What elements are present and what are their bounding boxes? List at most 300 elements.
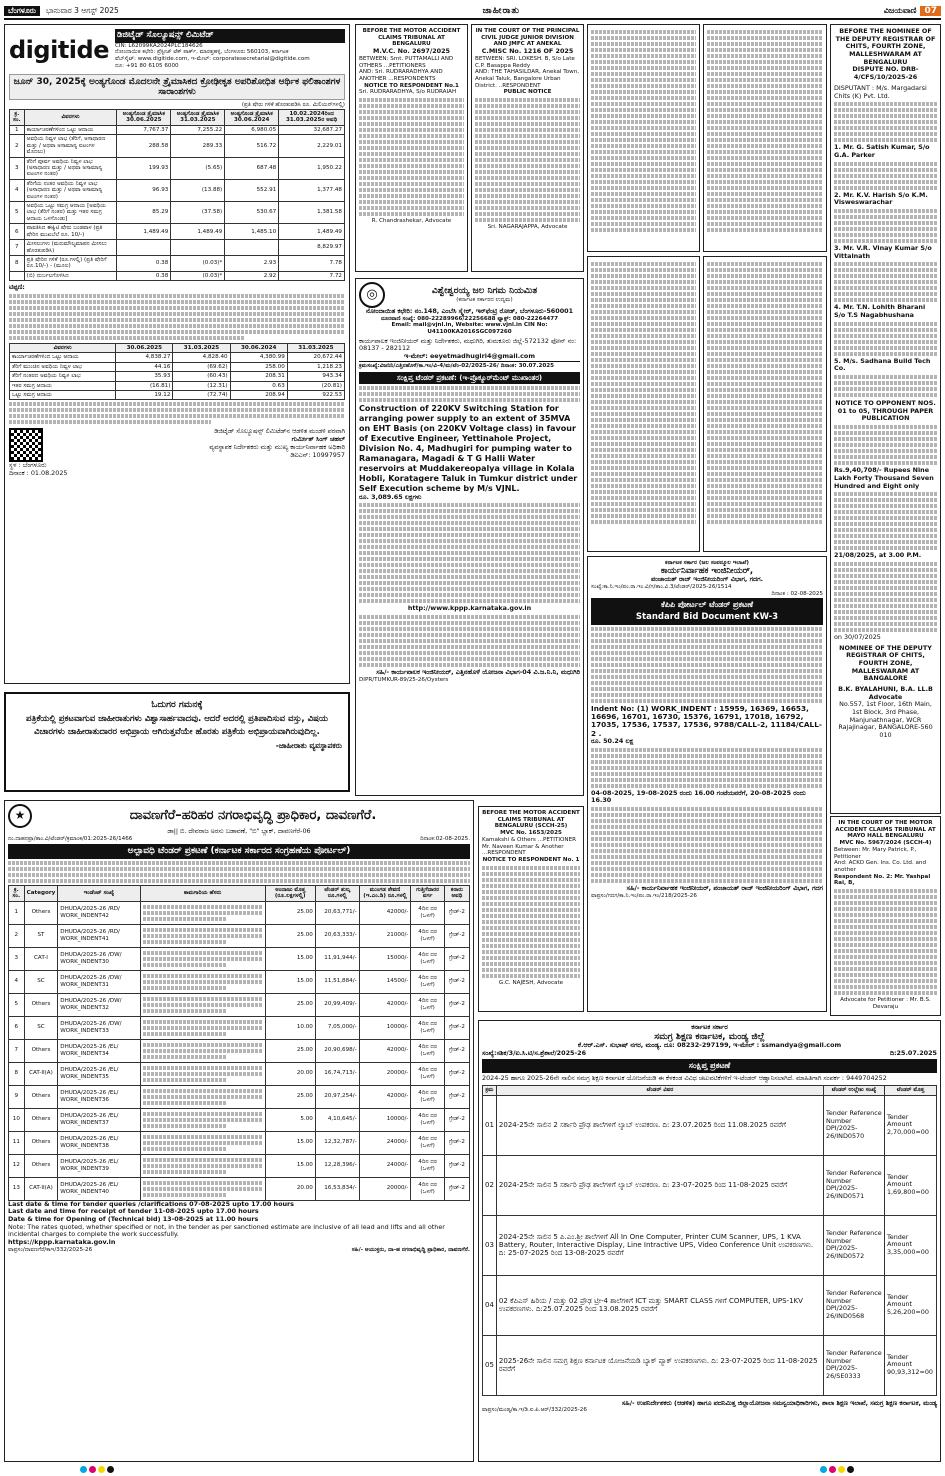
row-estimate: 20.00 xyxy=(265,1177,315,1200)
row-number: 10 xyxy=(9,1108,25,1131)
row-indent: DHUDA/2025-26 /DW/ WORK_INDENT33 xyxy=(58,1016,140,1039)
dhuda-ref: ನಂ.ದಾಹನಪ್ರಾ/ತಾಂ.ವಿ/ಟೆಂಡರ್/ಕ್ರಮಾಂಕ/01:2025-26/1466 xyxy=(8,835,133,842)
legal-notice-kn-1 xyxy=(587,24,700,252)
page-header xyxy=(4,4,941,20)
row-description: ತೆರಿಗೆಯ ನಂತರ ಅವಧಿಯ ನಿವ್ವಳ ಲಾಭ (ಅಸಾಧಾರಣ ಮತ್ತು / ಅಥವಾ ಅಸಾಮಾನ್ಯ ಐಟಂಗಳ ನಂತರ) xyxy=(24,179,117,201)
row-description: ಅವಧಿಯ ನಿವ್ವಳ ಲಾಭ (ತೆರಿಗೆ, ಅಸಾಧಾರಣ ಮತ್ತು / ಅಥವಾ ಅಸಾಮಾನ್ಯ ಐಟಂಗಳ ಮೊದಲು) xyxy=(24,135,117,157)
table-row xyxy=(9,1039,470,1062)
dhuda-note: Note: The rates quoted, whether specified or not, in the tender as per sanctioned estimate are inclusive of all lead and lifts and all other incidental charges to complete the work successfully. xyxy=(8,1222,445,1239)
kppp-head: ಕರ್ನಾಟಕ ಸರ್ಕಾರ (ಜಲ ಸಂಪನ್ಮೂಲ ಇಲಾಖೆ) xyxy=(665,560,749,566)
table-row xyxy=(9,947,470,970)
dhuda-tender-notice xyxy=(4,800,474,1462)
vjnl-amount: ರೂ. 3,089.65 ಲಕ್ಷಗಳು xyxy=(359,492,422,501)
vjnl-name: ವಿಶ್ವೇಶ್ವರಯ್ಯ ಜಲ ನಿಗಮ ನಿಯಮಿತ xyxy=(431,286,538,297)
row-value: (37.58) xyxy=(171,202,225,224)
row-emd: 24000/- xyxy=(359,1131,411,1154)
row-indent: DHUDA/2025-26 /EL/ WORK_INDENT36 xyxy=(58,1085,140,1108)
edition-badge: ಬೆಂಗಳೂರು xyxy=(4,6,40,17)
row-number: 03 xyxy=(483,1215,497,1275)
table-row xyxy=(10,179,345,201)
kppp-ref: ಸಂಖ್ಯೆ:ಕಾ.ನಿ.ಇಂ/ಪಂ.ರಾ.ಇಂ.ವಿ/ಗ/ತಾಂ.ವಿ.3/ಟೆಂಡರ್/2025-26/1514 xyxy=(591,584,732,591)
place: ಸ್ಥಳ : ಬೆಂಗಳೂರು xyxy=(9,461,47,470)
row-value xyxy=(171,240,225,256)
vjnl-mail: Email: mail@vjnl.in, Website: www.vjnl.in CIN No: U41100KA2016SGC097260 xyxy=(391,322,548,336)
row-value: 2,229.01 xyxy=(279,135,345,157)
row-value: 35.93 xyxy=(116,372,173,381)
civil1-case: C.MISC No. 1216 OF 2025 xyxy=(481,47,574,56)
table-row xyxy=(9,1154,470,1177)
row-value: 0.63 xyxy=(230,381,287,390)
row-category: Others xyxy=(24,1085,58,1108)
reference-value: DPI/2025-26/IND0568 xyxy=(826,1304,865,1320)
row-estimate: 25.00 xyxy=(265,924,315,947)
table-row xyxy=(10,353,345,362)
row-work-name xyxy=(140,901,265,924)
row-number: 02 xyxy=(483,1155,497,1215)
row-value: 4,828.40 xyxy=(173,353,230,362)
vjnl-office: ನೋಂದಾಯಿತ ಕಛೇರಿ: ನಂ.148, ಎಂಬೆಸಿ ಸ್ಕ್ವೇರ್, ಇನ್‌ಫೆಂಟ್ರಿ ರೋಡ್, ಬೆಂಗಳೂರು-560001 xyxy=(365,307,574,315)
qr-code-icon xyxy=(9,428,43,462)
magenta-dot-icon xyxy=(89,1466,96,1473)
column-header: ಟೆಂಡರ್ ವಿವರ xyxy=(496,1086,823,1095)
row-value: 1,485.10 xyxy=(225,224,279,240)
reference-label: Tender Reference Number xyxy=(826,1168,882,1185)
row-value: 943.34 xyxy=(287,372,344,381)
row-emd: 42000/- xyxy=(359,1039,411,1062)
row-work-name xyxy=(140,1177,265,1200)
dispute-sign: NOMINEE OF THE DEPUTY REGISTRAR OF CHITS, FOURTH ZONE, MALLESWARAM AT BANGALORE xyxy=(839,643,932,683)
column-header: 30.06.2025 xyxy=(116,343,173,352)
row-number: 11 xyxy=(9,1131,25,1154)
row-number: 6 xyxy=(10,224,25,240)
dhuda-title: ದಾವಣಗೆರೆ–ಹರಿಹರ ನಗರಾಭಿವೃದ್ಧಿ ಪ್ರಾಧಿಕಾರ, ದಾವಣಗೆರೆ. xyxy=(129,807,377,823)
row-value: (60.43) xyxy=(173,372,230,381)
dispute-adv-addr: No.557, 1st Floor, 16th Main, 1st Block, 3rd Phase, Manjunathnagar, WCR Rajajinagar, BANGALORE-560 010 xyxy=(838,700,933,740)
mact1-title: BEFORE THE MOTOR ACCIDENT CLAIMS TRIBUNAL AT BENGALURU xyxy=(362,28,461,48)
table-row xyxy=(10,240,345,256)
row-grade: ಗ್ರೇಡ್-2 xyxy=(444,1177,469,1200)
row-period: 4ದಿನ ದರ (ಒಳಗೆ) xyxy=(411,1177,444,1200)
row-value: 4,838.27 xyxy=(116,353,173,362)
row-work-name xyxy=(140,1108,265,1131)
mact1-to: Sri. RUDRARADHYA, S/o RUDRAIAH xyxy=(359,89,457,96)
row-value: (0.03)* xyxy=(171,271,225,280)
row-description: 2025-26ನೇ ಸಾಲಿನ ಸಮಗ್ರ ಶಿಕ್ಷಣ ಕರ್ನಾಟಕ ಯೋಜನೆಯಡಿ ಬ್ಯಾಕ್ ಪ್ಯಾಕ್ ಉಪಕರಣಗಳು. ದಿ: 23-07-2025 ರಿಂದ 11-08-2025 ರವರೆಗೆ xyxy=(496,1335,823,1395)
ssk-bar: ಸಂಕ್ಷಿಪ್ತ ಪ್ರಕಟಣೆ xyxy=(482,1059,937,1072)
reference-label: Tender Reference Number xyxy=(826,1228,882,1245)
phone-line: ದೂ: +91 80 6105 6000 xyxy=(115,62,179,69)
row-number: 04 xyxy=(483,1275,497,1335)
row-amount xyxy=(884,1335,936,1395)
row-description: ತೆರಿಗೆ ನಂತರದ ಅವಧಿಯ ನಿವ್ವಳ ಲಾಭ xyxy=(10,372,116,381)
row-work-name xyxy=(140,924,265,947)
row-value: 20,63,333/- xyxy=(315,924,359,947)
row-amount xyxy=(884,1275,936,1335)
amount-label: Tender Amount xyxy=(886,1232,913,1249)
row-value: 1,218.23 xyxy=(287,362,344,371)
vjnl-tender-notice xyxy=(355,278,584,796)
row-value: 1,489.49 xyxy=(279,224,345,240)
row-estimate: 15.00 xyxy=(265,947,315,970)
row-estimate: 25.00 xyxy=(265,1039,315,1062)
row-estimate: 10.00 xyxy=(265,1016,315,1039)
row-value: 1,489.49 xyxy=(117,224,171,240)
row-emd: 42000/- xyxy=(359,901,411,924)
column-header: ವಿವರಗಳು xyxy=(10,343,116,352)
dispute-case: DISPUTE NO. DRB-4/CFS/10/2025-26 xyxy=(852,65,919,82)
row-description: ಒಟ್ಟು ಸಮಗ್ರ ಆದಾಯ xyxy=(10,391,116,400)
row-description: ತೆರಿಗೆ ಪೂರ್ವ ಅವಧಿಯ ನಿವ್ವಳ ಲಾಭ (ಅಸಾಧಾರಣ ಮತ್ತು / ಅಥವಾ ಅಸಾಮಾನ್ಯ ಐಟಂಗಳ ನಂತರ) xyxy=(24,157,117,179)
results-title: ಜೂನ್ 30, 2025ಕ್ಕೆ ಅಂತ್ಯಗೊಂಡ ಮೊದಲನೇ ತ್ರೈಮಾಸಿಕದ ಕ್ರೋಢೀಕೃತ ಅಪರಿಶೋಧಿತ ಆರ್ಥಿಕ ಫಲಿತಾಂಶಗಳ ಸಾರಾಂಶಗಳು xyxy=(9,74,345,101)
amount-label: Tender Amount xyxy=(886,1112,913,1129)
row-number: 4 xyxy=(10,179,25,201)
row-value: 12,32,787/- xyxy=(315,1131,359,1154)
paper-name: ವಿಜಯವಾಣಿ xyxy=(883,6,917,16)
row-indent: DHUDA/2025-26 /EL/ WORK_INDENT40 xyxy=(58,1177,140,1200)
row-indent: DHUDA/2025-26 /EL/ WORK_INDENT38 xyxy=(58,1131,140,1154)
row-estimate: 15.00 xyxy=(265,1154,315,1177)
vjnl-website[interactable]: http://www.kppp.karnataka.gov.in xyxy=(407,604,532,613)
vjnl-tender-head: ಸಂಕ್ಷಿಪ್ತ ಟೆಂಡರ್ ಪ್ರಕಟಣೆ: (ಇ-ಪ್ರೊಕ್ಯೂರ್‌ಮೆಂಟ್ ಮುಖಾಂತರ) xyxy=(359,372,580,384)
kppp-indent: Indent No: (1) WORK_INDENT : 15959, 16369, 16653, 16696, 16701, 16730, 15376, 16791, 17018, 16792, 17035, 17536, 17537, 17536, 9788/CALL-2, 11184/CALL-2 . xyxy=(591,703,822,738)
row-value: 922.53 xyxy=(287,391,344,400)
row-value: 258.00 xyxy=(230,362,287,371)
mact-notice-2 xyxy=(478,806,584,1012)
legal-notice-kn-3 xyxy=(587,256,700,552)
dhuda-addr: ಡಾ|| ಬಿ. ದೇವರಾಜ ಅರಸು ಬಡಾವಣೆ, "ಬಿ" ಬ್ಲಾಕ್, ದಾವಣಗೆರೆ-06 xyxy=(167,827,311,835)
row-category: CAT-I xyxy=(24,947,58,970)
row-value: (16.81) xyxy=(116,381,173,390)
row-value: 7.72 xyxy=(279,271,345,280)
amount-value: 2,70,000=00 xyxy=(886,1128,929,1137)
row-value: 199.93 xyxy=(117,157,171,179)
mact3-case: MVC No. 5967/2024 (SCCH-4) xyxy=(839,840,932,847)
disputant: DISPUTANT : M/s. Margadarsi Chits (K) Pvt. Ltd. xyxy=(834,83,927,100)
row-value: 6,980.05 xyxy=(225,125,279,134)
row-period: 4ದಿನ ದರ (ಒಳಗೆ) xyxy=(411,901,444,924)
row-number: 3 xyxy=(10,157,25,179)
row-grade: ಗ್ರೇಡ್-2 xyxy=(444,993,469,1016)
row-value: 96.93 xyxy=(117,179,171,201)
row-value: 208.31 xyxy=(230,372,287,381)
civil1-sign: Sri. NAGARAJAPPA, Advocate xyxy=(487,224,568,231)
row-category: Others xyxy=(24,901,58,924)
row-emd: 20000/- xyxy=(359,1062,411,1085)
column-header: ಕ್ರಮ xyxy=(483,1086,497,1095)
mact2-and: Mr. Naveen Kumar & Another ...RESPONDENT xyxy=(482,843,564,857)
row-value: 687.48 xyxy=(225,157,279,179)
row-description: ಕಾರ್ಯಾಚರಣೆಗಳಿಂದ ಒಟ್ಟು ಆದಾಯ xyxy=(10,353,116,362)
opponent-4: 4. Mr. T.N. Lohith Bharani S/o T.S Nagabhushana xyxy=(834,303,926,319)
column-header: 31.03.2025 xyxy=(173,343,230,352)
row-value: (72.74) xyxy=(173,391,230,400)
row-value: (5.65) xyxy=(171,157,225,179)
digitide-logo: digitide xyxy=(9,36,109,64)
row-value: 289.33 xyxy=(171,135,225,157)
row-emd: 14500/- xyxy=(359,970,411,993)
kppp-tender-notice xyxy=(587,556,827,1012)
row-number: 7 xyxy=(9,1039,25,1062)
table-row xyxy=(10,271,345,280)
table-row xyxy=(9,1085,470,1108)
website-line: ವೆಬ್‌ಸೈಟ್: www.digitide.com, ಇ-ಮೇಲ್: corporatesecretarial@digitide.com xyxy=(115,56,310,63)
row-value: 4,10,645/- xyxy=(315,1108,359,1131)
kppp-bar2: Standard Bid Document KW-3 xyxy=(591,611,823,625)
row-category: CAT-II(A) xyxy=(24,1062,58,1085)
vjnl-dipr: DIPR/TUMKUR-89/25-26/Oysters xyxy=(359,676,449,683)
reference-label: Tender Reference Number xyxy=(826,1348,882,1365)
row-period: 4ದಿನ ದರ (ಒಳಗೆ) xyxy=(411,1085,444,1108)
magenta-dot-icon xyxy=(829,1466,836,1473)
row-grade: ಗ್ರೇಡ್-2 xyxy=(444,1062,469,1085)
row-work-name xyxy=(140,993,265,1016)
kppp-sign: ಸಹಿ/- ಕಾರ್ಯನಿರ್ವಾಹಕ ಇಂಜಿನೀಯರ್, ಪಂಚಾಯತ್ ರಾಜ್ ಇಂಜಿನೀಯರಿಂಗ್ ವಿಭಾಗ, ಗದಗ xyxy=(626,884,823,893)
dispute-amount: Rs.9,40,708/- Rupees Nine Lakh Forty Thousand Seven Hundred and Eight only xyxy=(834,466,934,490)
row-number: 7 xyxy=(10,240,25,256)
row-value: 44.16 xyxy=(116,362,173,371)
reader-notice-sign: -ಜಾಹೀರಾತು ವ್ಯವಸ್ಥಾಪಕರು xyxy=(275,740,342,750)
sign-din: ಡಿಐಎನ್: 10997957 xyxy=(290,450,345,459)
row-value: 2.93 xyxy=(225,255,279,271)
row-period: 4ದಿನ ದರ (ಒಳಗೆ) xyxy=(411,924,444,947)
row-indent: DHUDA/2025-26 /EL/ WORK_INDENT35 xyxy=(58,1062,140,1085)
amount-value: 5,26,200=00 xyxy=(886,1308,929,1317)
date: ದಿನಾಂಕ : 01.08.2025 xyxy=(9,469,68,478)
row-indent: DHUDA/2025-26 /DW/ WORK_INDENT30 xyxy=(58,947,140,970)
mact2-title: BEFORE THE MOTOR ACCIDENT CLAIMS TRIBUNAL AT BENGALURU (SCCH-25) xyxy=(482,810,580,830)
row-category: Others xyxy=(24,1131,58,1154)
ssk-sign: ಸಹಿ/- ಉಪನಿರ್ದೇಶಕರು (ಆಡಳಿತ) ಹಾಗೂ ಪದನಿಮಿತ್ತ ಜಿಲ್ಲಾಯೋಜನಾ ಸಮನ್ವಯಾಧಿಕಾರಿಗಳು, ಶಾಲಾ ಶಿಕ್ಷಣ ಇಲಾಖೆ, ಸಮಗ್ರ ಶಿಕ್ಷಣ ಕರ್ನಾಟಕ, ಮಂಡ್ಯ xyxy=(621,1398,937,1407)
row-value: 19.12 xyxy=(116,391,173,400)
reader-notice-body: ಪತ್ರಿಕೆಯಲ್ಲಿ ಪ್ರಕಟವಾಗುವ ಜಾಹೀರಾತುಗಳು ವಿಶ್ವಾಸಾರ್ಹವಾದವು. ಆದರೆ ಅದರಲ್ಲಿ ಪ್ರತಿಪಾದಿಸುವ ವಸ್ತು, ವಿಷಯ ವಿಚಾರಗಳು ಜಾಹೀರಾತುದಾರರ ಅಭಿಪ್ರಾಯ ಆಗಿರುತ್ತವೆಯೇ ಹೊರತು ಪತ್ರಿಕೆಯ ಅಭಿಪ್ರಾಯವಾಗಿರುವುದಿಲ್ಲ. xyxy=(26,714,328,738)
dhuda-last-queries: Last date & time for tender queries /clarifications 07-08-2025 upto 17.00 hours xyxy=(8,1199,294,1208)
mact-notice-3 xyxy=(830,816,941,1016)
reference-value: DPI/2025-26/IND0571 xyxy=(826,1184,865,1200)
ssk-tender-table xyxy=(482,1085,937,1395)
row-description: ತೆರಿಗೆ ಮುಂಚಿನ ಅವಧಿಯ ನಿವ್ವಳ ಲಾಭ xyxy=(10,362,116,371)
row-emd: 15000/- xyxy=(359,947,411,970)
row-value: 2.92 xyxy=(225,271,279,280)
row-category: SC xyxy=(24,1016,58,1039)
row-value: (0.03)* xyxy=(171,255,225,271)
row-category: CAT-II(A) xyxy=(24,1177,58,1200)
row-value: 11,91,944/- xyxy=(315,947,359,970)
amount-label: Tender Amount xyxy=(886,1352,913,1369)
kppp-dates: 04-08-2025, 19-08-2025 ರಂದು 16.00 ಗಂಟೆಯವರೆಗೆ, 20-08-2025 ರಂದು 16.30 xyxy=(591,788,806,805)
row-period: 4ದಿನ ದರ (ಒಳಗೆ) xyxy=(411,1016,444,1039)
dhuda-bar: ಅಲ್ಪಾವಧಿ ಟೆಂಡರ್ ಪ್ರಕಟಣೆ (ಕರ್ನಾಟಕ ಸರ್ಕಾರದ ಸಂಗ್ರಹಣೆಯ ಪೋರ್ಟಲ್) xyxy=(8,844,470,858)
column-header: ಕ್ರ. ಸಂ. xyxy=(10,109,25,125)
amount-value: 3,35,000=00 xyxy=(886,1248,929,1257)
row-period: 4ದಿನ ದರ (ಒಳಗೆ) xyxy=(411,1131,444,1154)
row-estimate: 15.00 xyxy=(265,1131,315,1154)
column-header: ಟೆಂಡರ್ ಮೊತ್ತ xyxy=(884,1086,936,1095)
kppp-office2: ಪಂಚಾಯತ್ ರಾಜ್ ಇಂಜಿನೀಯರಿಂಗ್ ವಿಭಾಗ, ಗದಗ. xyxy=(650,575,764,584)
ssk-name: ಸಮಗ್ರ ಶಿಕ್ಷಣ ಕರ್ನಾಟಕ, ಮಂಡ್ಯ ಜಿಲ್ಲೆ xyxy=(654,1031,765,1042)
row-grade: ಗ್ರೇಡ್-2 xyxy=(444,1154,469,1177)
row-indent: DHUDA/2025-26 /EL/ WORK_INDENT37 xyxy=(58,1108,140,1131)
table-row xyxy=(483,1155,937,1215)
row-value: 4,380.99 xyxy=(230,353,287,362)
standalone-results-table xyxy=(9,343,345,401)
row-estimate: 25.00 xyxy=(265,901,315,924)
column-header: ಅಂದಾಜು ಮೊತ್ತ (ರೂ.ಲಕ್ಷಗಳಲ್ಲಿ) xyxy=(265,885,315,901)
mact-notice-1 xyxy=(355,24,468,272)
column-header: ಅಂತ್ಯಗೊಂಡ ತ್ರೈಮಾಸಿಕ 30.06.2025 xyxy=(117,109,171,125)
row-indent: DHUDA/2025-26 /DW/ WORK_INDENT31 xyxy=(58,970,140,993)
row-value: 208.94 xyxy=(230,391,287,400)
row-grade: ಗ್ರೇಡ್-2 xyxy=(444,901,469,924)
row-emd: 10000/- xyxy=(359,1016,411,1039)
legal-notice-kn-4 xyxy=(703,256,827,552)
row-value: 1,377.48 xyxy=(279,179,345,201)
mact1-between: BETWEEN: Smt. PUTTAMALLI AND OTHERS ...PETITIONERS xyxy=(359,55,454,69)
civil1-and: AND: THE TAHASILDAR, Anekal Town, Anekal Taluk, Bangalore Urban District. ..RESPONDENT xyxy=(475,69,580,89)
row-estimate: 25.00 xyxy=(265,993,315,1016)
table-row xyxy=(10,224,345,240)
row-period: 4ದಿನ ದರ (ಒಳಗೆ) xyxy=(411,1062,444,1085)
mact3-title: IN THE COURT OF THE MOTOR ACCIDENT CLAIMS TRIBUNAL AT MAYO HALL BENGALURU xyxy=(835,820,936,840)
civil1-notice: PUBLIC NOTICE xyxy=(503,89,552,96)
row-description: ಪ್ರತಿ ಷೇರಿನ ಗಳಿಕೆ (ರೂ.ಗಳಲ್ಲಿ) (ಪ್ರತಿ ಷೇರಿಗೆ ರೂ.10/-) - (ಮೂಲ) xyxy=(24,255,117,271)
row-work-name xyxy=(140,1085,265,1108)
table-row xyxy=(483,1095,937,1155)
amount-value: 1,69,800=00 xyxy=(886,1188,929,1197)
row-number: 6 xyxy=(9,1016,25,1039)
reader-notice xyxy=(4,692,350,792)
row-number: 13 xyxy=(9,1177,25,1200)
mact3-and: And: ACKO Gen. Ins. Co. Ltd. and another xyxy=(834,860,927,873)
dispute-hearing: 21/08/2025, at 3.00 P.M. xyxy=(834,551,922,560)
row-value: 85.29 xyxy=(117,202,171,224)
vjnl-ref: ಕ್ರಮಸಂಖ್ಯೆ:ವಿಜನಿನಿ/ಎತ್ತಿನಹೊಳೆ/ಕಾ.ಇಂ/ವಿ-4/ಮ/ಟೆಂ-02/2025-26/ ದಿನಾಂಕ: 30.07.2025 xyxy=(359,361,580,370)
row-description: ಇತರ ಸಮಗ್ರ ಆದಾಯ xyxy=(10,381,116,390)
table-row xyxy=(483,1215,937,1275)
reg-address: ನೋಂದಾಯಿತ ಕಛೇರಿ: ಪ್ರೆಸ್ಟೀಜ್ ಟೆಕ್ ಪಾರ್ಕ್, ಮಾರತ್ತಹಳ್ಳಿ, ಬೆಂಗಳೂರು 560103, ಕರ್ನಾಟಕ xyxy=(115,49,289,56)
dispute-notice-head: NOTICE TO OPPONENT NOS. 01 to 05, THROUGH PAPER PUBLICATION xyxy=(835,399,936,423)
vjnl-phone: ದೂರವಾಣಿ ಸಂಖ್ಯೆ: 080-22289966/22256688 ಫ್ಯಾಕ್ಸ್: 080-22264477 xyxy=(380,315,559,322)
chits-dispute-notice xyxy=(830,24,941,814)
mact1-case: M.V.C. No. 2697/2025 xyxy=(373,47,450,56)
row-description: (ಬಿ) ದುರ್ಬಲಗೊಳಿಸಿದ xyxy=(24,271,117,280)
row-number: 8 xyxy=(9,1062,25,1085)
kppp-bar1: ಕೆಪಿಪಿ ಪೋರ್ಟಲ್ ಟೆಂಡರ್ ಪ್ರಕಟಣೆ xyxy=(591,598,823,611)
opponent-5: 5. M/s. Sadhana Build Tech Co. xyxy=(834,356,931,373)
mact3-adv: Advocate for Petitioner : Mr. B.S. Devaraju xyxy=(840,997,931,1010)
row-period: 4ದಿನ ದರ (ಒಳಗೆ) xyxy=(411,947,444,970)
color-marks-left xyxy=(80,1466,114,1473)
ssk-head: ಕರ್ನಾಟಕ ಸರ್ಕಾರ xyxy=(691,1023,728,1031)
row-value: 516.72 xyxy=(225,135,279,157)
column-header: ಟೆಂಡರ್ ಉಲ್ಲೇಖ ಸಂಖ್ಯೆ xyxy=(824,1086,885,1095)
dhuda-emblem-icon: ★ xyxy=(8,804,32,828)
row-category: Others xyxy=(24,1154,58,1177)
row-number: 4 xyxy=(9,970,25,993)
row-value xyxy=(225,240,279,256)
amount-label: Tender Amount xyxy=(886,1172,913,1189)
row-number: 12 xyxy=(9,1154,25,1177)
notes-heading: ಟಿಪ್ಪಣಿ: xyxy=(9,283,25,292)
row-value: 12,28,396/- xyxy=(315,1154,359,1177)
row-estimate: 5.00 xyxy=(265,1108,315,1131)
row-value: 20,99,409/- xyxy=(315,993,359,1016)
table-row xyxy=(10,135,345,157)
row-category: Others xyxy=(24,1039,58,1062)
row-emd: 42000/- xyxy=(359,993,411,1016)
dhuda-sign: ಸಹಿ/- ಆಯುಕ್ತರು, ದಾ-ಹ ನಗರಾಭಿವೃದ್ಧಿ ಪ್ರಾಧಿಕಾರ, ದಾವಣಗೆರೆ. xyxy=(351,1246,470,1253)
row-value: 16,74,713/- xyxy=(315,1062,359,1085)
row-number: 1 xyxy=(10,125,25,134)
column-header: 30.06.2024 xyxy=(230,343,287,352)
table-row xyxy=(10,391,345,400)
row-number: 5 xyxy=(10,202,25,224)
row-work-name xyxy=(140,1062,265,1085)
table-row xyxy=(10,202,345,224)
opponent-1: 1. Mr. G. Satish Kumar, S/o G.A. Parker xyxy=(834,143,930,159)
row-value: 20,90,698/- xyxy=(315,1039,359,1062)
table-row xyxy=(483,1335,937,1395)
row-value: 8,829.97 xyxy=(279,240,345,256)
reference-value: DPI/2025-26/IND0572 xyxy=(826,1244,865,1260)
vjnl-sign: ಸಹಿ/- ಕಾರ್ಯಪಾಲಕ ಇಂಜಿನೀಯರ್, ಎತ್ತಿನಹೊಳೆ ಯೋಜನಾ ವಿಭಾಗ-04 ವಿ.ಜ.ನಿ.ನಿ, ಮಧುಗಿರಿ xyxy=(376,667,580,676)
row-number: 3 xyxy=(9,947,25,970)
column-header: ಮುಂಗಡ ಠೇವಣಿ (ಇ.ಎಂ.ಡಿ) ರೂ.ಗಳಲ್ಲಿ xyxy=(359,885,411,901)
yellow-dot-icon xyxy=(838,1466,845,1473)
row-number: 1 xyxy=(9,901,25,924)
ssk-intro: 2024-25 ಹಾಗೂ 2025-26ನೇ ಸಾಲಿನ ಸಮಗ್ರ ಶಿಕ್ಷಣ ಕರ್ನಾಟಕ ಯೋಜನೆಯಡಿ ಈ ಕೆಳಕಂಡ ವಿವಿಧ ಚಟುವಟಿಕೆಗಳಿಗೆ ಇ-ಟೆಂಡರ್ ಆಹ್ವಾನಿಸಲಾಗಿದೆ. ಮಾಹಿತಿಗಾಗಿ ಸಂಪರ್ಕ : 9449704252 xyxy=(482,1073,887,1082)
row-number: 01 xyxy=(483,1095,497,1155)
row-reference xyxy=(824,1335,885,1395)
row-description: 2024-25ನೇ ಸಾಲಿನ 5 ಪಿ.ಎಂ.ಶ್ರೀ ಶಾಲೆಗಳಿಗೆ All In One Computer, Printer CUM Scanner, UPS, 1 KVA Battery, Router, Interactive Display, Line Intractive UPS, Video Conference Unit ಉಪಕರಣಗಳು. ದಿ: 25-07-2025 ರಿಂದ 13-08-2025 ರವರೆಗೆ xyxy=(496,1215,823,1275)
column-header: ಅಂತ್ಯಗೊಂಡ ತ್ರೈಮಾಸಿಕ 30.06.2024 xyxy=(225,109,279,125)
row-work-name xyxy=(140,1154,265,1177)
consolidated-results-table xyxy=(9,109,345,281)
row-description: 2024-25ನೇ ಸಾಲಿನ 5 ಸರ್ಕಾರಿ ಪ್ರೌಢ ಶಾಲೆಗಳಿಗೆ ಲ್ಯಾಬ್ ಉಪಕರಣ. ದಿ: 23-07-2025 ರಿಂದ 11-08-2025 ರವರೆಗೆ xyxy=(496,1155,823,1215)
row-value xyxy=(117,240,171,256)
row-value: 16,53,834/- xyxy=(315,1177,359,1200)
row-description: ಕಾರ್ಯಾಚರಣೆಗಳಿಂದ ಒಟ್ಟು ಆದಾಯ xyxy=(24,125,117,134)
dispute-advocate: B.K. BYALAHUNI, B.A. LL.B Advocate xyxy=(838,685,933,701)
row-value: 20,97,254/- xyxy=(315,1085,359,1108)
row-grade: ಗ್ರೇಡ್-2 xyxy=(444,947,469,970)
column-header: 10.02.2024ರಿಂದ 31.03.2025ರ ಅವಧಿ xyxy=(279,109,345,125)
row-period: 4ದಿನ ದರ (ಒಳಗೆ) xyxy=(411,1154,444,1177)
row-value: 7,05,000/- xyxy=(315,1016,359,1039)
row-number: 5 xyxy=(9,993,25,1016)
column-header: ಕ್ರ. ಸಂ. xyxy=(9,885,25,901)
row-period: 4ದಿನ ದರ (ಒಳಗೆ) xyxy=(411,970,444,993)
mact1-notice: NOTICE TO RESPONDENT No.1 xyxy=(364,82,459,89)
ssk-date: ದಿ:25.07.2025 xyxy=(889,1048,937,1057)
table-row xyxy=(9,924,470,947)
row-value: (20.81) xyxy=(287,381,344,390)
row-grade: ಗ್ರೇಡ್-2 xyxy=(444,924,469,947)
table-row xyxy=(9,1131,470,1154)
dhuda-website[interactable]: https://kppp.karnataka.gov.in xyxy=(8,1238,116,1247)
kppp-amount: ರೂ. 50.24 ಲಕ್ಷ xyxy=(591,737,634,746)
row-grade: ಗ್ರೇಡ್-2 xyxy=(444,1085,469,1108)
row-number: 2 xyxy=(10,135,25,157)
table-row xyxy=(10,255,345,271)
row-value: 288.58 xyxy=(117,135,171,157)
row-grade: ಗ್ರೇಡ್-2 xyxy=(444,970,469,993)
row-indent: DHUDA/2025-26 /RD/ WORK_INDENT42 xyxy=(58,901,140,924)
row-reference xyxy=(824,1275,885,1335)
row-value: 552.91 xyxy=(225,179,279,201)
row-emd: 10000/- xyxy=(359,1108,411,1131)
row-amount xyxy=(884,1215,936,1275)
civil-notice-1 xyxy=(471,24,584,272)
